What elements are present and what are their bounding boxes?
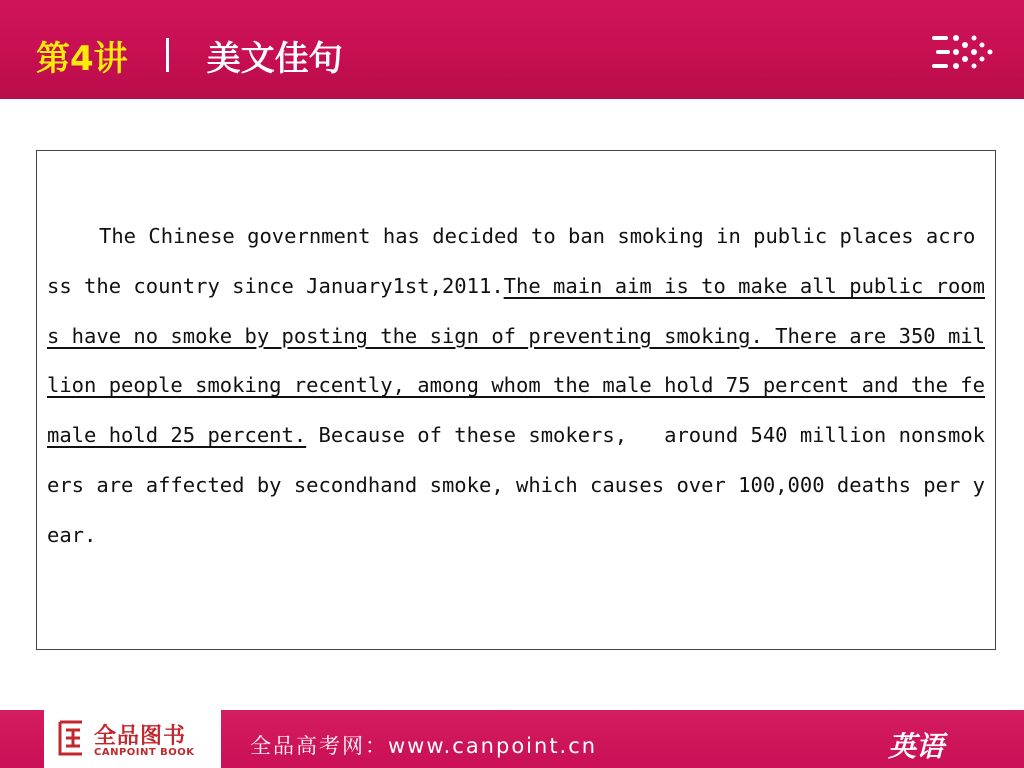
dots-logo-icon — [930, 32, 994, 74]
brand-logo — [44, 710, 221, 768]
passage-underlined-sentence: The_main_aim_is_to_make_all_public_rooms_have_no_smoke_by_posting_the_sign_of_preventing_smoking._There_are_350_million_people_smoking_recently,_among_whom_the_male_hold_75_percent_and_the_female_hold_25_percent. — [47, 273, 985, 448]
passage-ending: Because of these smokers, around 540 million nonsmokers are affected by secondhand smoke, which causes over 100,000 deaths per year. — [47, 423, 986, 547]
title-separator — [166, 38, 169, 72]
topic-title: 美文佳句 — [206, 38, 343, 79]
lecture-number: 第4讲 — [36, 38, 128, 79]
header-banner — [0, 0, 1024, 99]
passage-intro: The Chinese government has decided to ban smoking in public places across the country since January1st,2011. — [47, 224, 976, 298]
brand-name-en: CANPOINT BOOK — [94, 747, 195, 758]
passage-text — [47, 212, 985, 561]
canpoint-logo-icon — [56, 718, 86, 758]
subject-label: 英语 — [888, 730, 945, 763]
passage-box — [36, 150, 996, 650]
website-link[interactable]: 全品高考网：www.canpoint.cn — [250, 734, 598, 758]
brand-name-cn: 全品图书 — [94, 723, 187, 749]
slide-title — [36, 30, 343, 80]
